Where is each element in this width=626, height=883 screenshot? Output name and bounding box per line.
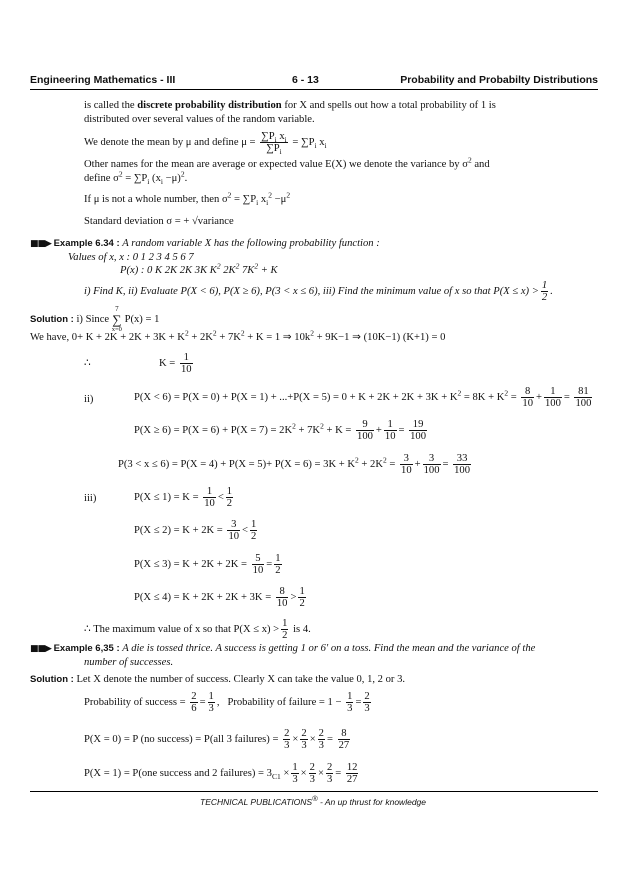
solution-6-35: Solution : Let X denote the number of success. Clearly X can take the value 0, 1, 2 or 3.	[30, 674, 406, 685]
example-6-35-line-2: number of successes.	[84, 657, 174, 668]
p-x-le-1: P(X ≤ 1) = K = $\frac{1}{10}$ < $\frac{1}{2}$	[134, 486, 233, 509]
arrow-icon: ■■▶	[30, 239, 51, 249]
example-6-35: ■■▶ Example 6,35 : A die is tossed thrice. A success is getting 1 or 6′ on a toss. Find the mean and the variance of the	[30, 643, 536, 654]
p-x-le-4: P(X ≤ 4) = K + 2K + 2K + 3K = $\frac{8}{10}$ > $\frac{1}{2}$	[134, 586, 305, 609]
therefore-symbol: ∴	[84, 358, 91, 369]
probability-success-failure: Probability of success = $\frac{2}{6}$ = $\frac{1}{3}$ , Probability of failure = 1 − $\frac{1}{3}$ = $\frac{2}{3}$	[84, 691, 370, 714]
page-header	[30, 74, 598, 88]
values-row: Values of x, x : 0 1 2 3 4 5 6 7	[68, 252, 194, 263]
book-title: Engineering Mathematics - III	[30, 74, 176, 86]
p-3-lt-x-le-6: $P(3 < x \le 6) = P(X = 4) + P(X = 5)+ P(X = 6) = 3K + K^2 + 2K^2$ = $\frac{3}{10}$ + $\frac{3}{100}$ = $\frac{33}{100}$	[118, 453, 471, 476]
k-value: K = $\frac{1}{10}$	[159, 352, 192, 375]
variance-sentence: Other names for the mean are average or expected value E(X) we denote the variance by $\sigma^2$ and	[84, 155, 490, 170]
p-x-less-6: $P(X < 6) = P(X = 0) + P(X = 1) + ...+P(X = 5) = 0 + K + 2K + 2K + 3K + K^2 = 8K + K^2$ = $\frac{8}{10}$ + $\frac{1}{100}$ = $\frac{81}{100}$	[134, 386, 592, 409]
solution-find-k: Solution : i) Since 7 ∑ x=0 P(x) = 1	[30, 305, 160, 333]
part-iii-label: iii)	[84, 493, 97, 504]
conclusion: ∴ The maximum value of x so that P(X ≤ x) > $\frac{1}{2}$ is 4.	[84, 618, 311, 641]
page-footer: TECHNICAL PUBLICATIONS® - An up thrust for knowledge	[200, 794, 426, 807]
part-ii-label: ii)	[84, 394, 94, 405]
mean-definition: We denote the mean by μ and define μ = $\frac{\sum P_i x_i}{\sum P_i}$ = $\sum P_i$ $x_i$	[84, 131, 327, 157]
p-x-equals-0: P(X = 0) = P (no success) = P(all 3 failures) = $\frac{2}{3}$ × $\frac{2}{3}$ × $\frac{2}{3}$ = $\frac{8}{27}$	[84, 728, 350, 751]
example-6-34: ■■▶ Example 6.34 : A random variable X has the following probability function :	[30, 238, 380, 249]
variance-definition: define $\sigma^2 = \sum P_i$ $(x_i -\mu)^2$.	[84, 169, 188, 187]
variance-formula-alt: If μ is not a whole number, then $\sigma^2 = \sum P_i$ $x_i^2 -\mu^2$	[84, 190, 291, 208]
footer-rule	[30, 791, 598, 792]
header-rule	[30, 89, 598, 90]
intro-line-2: distributed over several values of the random variable.	[84, 114, 315, 125]
arrow-icon: ■■▶	[30, 644, 51, 654]
p-x-ge-6: $P(X \ge 6) = P(X = 6) + P(X = 7) = 2K^2 + 7K^2 + K$ = $\frac{9}{100}$ + $\frac{1}{10}$ = $\frac{19}{100}$	[134, 419, 427, 442]
p-x-le-2: P(X ≤ 2) = K + 2K = $\frac{3}{10}$ < $\frac{1}{2}$	[134, 519, 257, 542]
standard-deviation: Standard deviation σ = + √variance	[84, 216, 234, 227]
px-row: P(x) : 0 K 2K 2K 3K $K^2$ $2K^2$ $7K^2 + K$	[120, 261, 278, 276]
intro-line-1: is called the discrete probability distribution for X and spells out how a total probability of 1 is	[84, 100, 496, 111]
k-equation: We have, $0+ K + 2K + 2K + 3K + K^2 + 2K^2 + 7K^2 + K = 1$ ⇒ $10k^2 + 9K-1$ ⇒ (10K−1) (K+1) = 0	[30, 328, 446, 343]
p-x-equals-1: P(X = 1) = P(one success and 2 failures) = $3_{C1}$ × $\frac{1}{3}$ × $\frac{2}{3}$ × $\frac{2}{3}$ = $\frac{12}{27}$	[84, 762, 358, 785]
example-question: i) Find K, ii) Evaluate P(X < 6), P(X ≥ 6), P(3 < x ≤ 6), iii) Find the minimum value of x so that P(X ≤ x) > $\frac{1}{2}$ .	[84, 280, 553, 303]
p-x-le-3: P(X ≤ 3) = K + 2K + 2K = $\frac{5}{10}$ = $\frac{1}{2}$	[134, 553, 281, 576]
page-number: 6 - 13	[292, 74, 319, 86]
chapter-title: Probability and Probabilty Distributions	[400, 74, 598, 86]
